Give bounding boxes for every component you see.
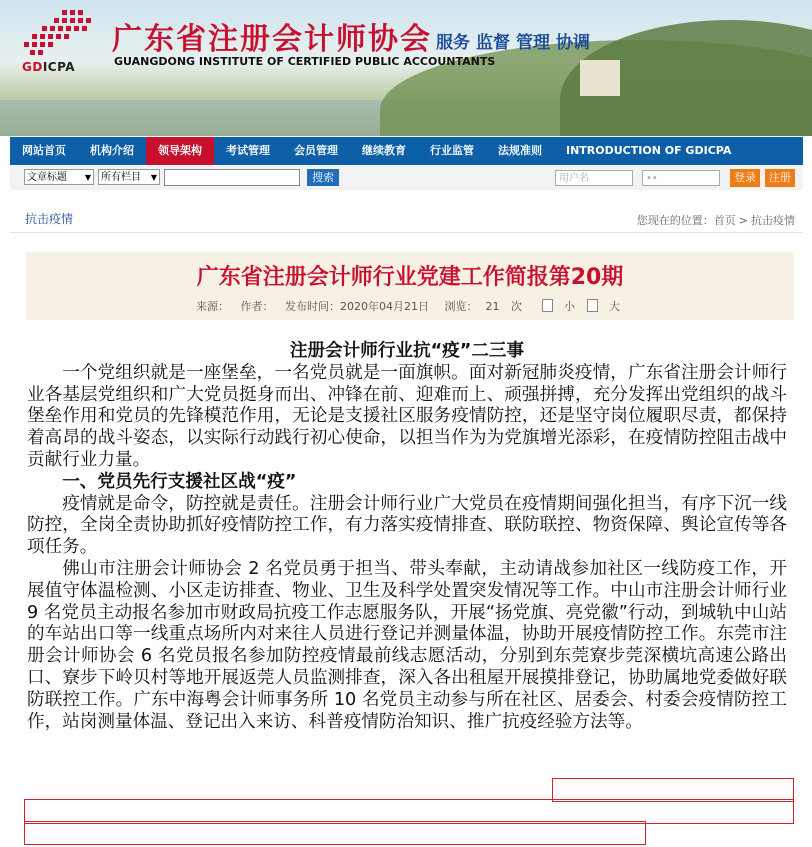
- article-paragraph: [27, 559, 787, 733]
- search-input[interactable]: [164, 169, 300, 186]
- username-input[interactable]: 用户名: [555, 170, 633, 186]
- breadcrumb-home-link[interactable]: 首页: [713, 214, 736, 227]
- breadcrumb-current-link[interactable]: 抗击疫情: [751, 214, 795, 227]
- site-title-english: GUANGDONG INSTITUTE OF CERTIFIED PUBLIC ACCOUNTANTS: [114, 55, 496, 68]
- category-select[interactable]: [98, 169, 160, 185]
- article-source: 来源：: [196, 300, 229, 313]
- article-subtitle: 注册会计师行业抗“疫”二三事: [289, 341, 525, 361]
- article-header: [26, 252, 794, 320]
- search-field-select[interactable]: [24, 169, 94, 185]
- nav-item-leadership[interactable]: 领导架构: [146, 137, 214, 165]
- nav-item-home[interactable]: 网站首页: [22, 144, 66, 157]
- highlight-box: [24, 821, 646, 845]
- search-button[interactable]: 搜索: [307, 169, 339, 186]
- slogan-word: 协调: [556, 33, 590, 53]
- slogan-word: 监督: [476, 33, 510, 53]
- gdicpa-logo-icon: [22, 8, 94, 58]
- article-author: 作者：: [240, 300, 274, 313]
- article-text: 佛山市注册会计师协会 2 名党员勇于担当、带头奉献，主动请战参加社区一线防疫工作，开展值守体温检测、小区走访排查、物业、卫生及科学处置突发情况等工作。中山市注册会计师行业9 名党员主动报名参加市财政局抗疫工作志愿服务队，开展“扬党旗、亮党徽”行动，到城轨中山站的车站出口等一线重点场所内对来往人员进行登记并测量体温，协助开展疫情防控工作。东莞市注册会计师协会 6 名党员报名参加防控疫情最前线志愿活动，分别到东莞寮步莞深横坑高速公路出口、寮步下岭贝村等地开展返莞人员监测排查，深入各出租屋开展摸排登记，协助属地党委做好联防联控工作。: [27, 558, 787, 710]
- slogan-word: 管理: [516, 33, 550, 53]
- password-input[interactable]: ••: [642, 170, 720, 186]
- slogan: [436, 28, 596, 53]
- font-small-link[interactable]: 小: [564, 300, 575, 313]
- breadcrumb-prefix: 您现在的位置：: [636, 214, 714, 227]
- search-toolbar: [10, 166, 803, 190]
- slogan-word: 服务: [436, 33, 470, 53]
- category-select-value: 所有栏目: [101, 172, 141, 183]
- font-large-icon[interactable]: [587, 299, 598, 312]
- breadcrumb-separator: >: [738, 214, 748, 227]
- breadcrumb: [637, 212, 795, 228]
- article-title: 广东省注册会计师行业党建工作简报第20期: [196, 265, 624, 290]
- article-section-heading: 一、党员先行支援社区战“疫”: [62, 471, 297, 492]
- article-publish-time: 发布时间：2020年04月21日: [285, 300, 429, 313]
- article-views: [441, 300, 527, 313]
- views-label: 浏览：: [444, 300, 478, 313]
- brand-logo-text: GDICPA: [22, 60, 76, 74]
- article-body: [27, 341, 787, 733]
- nav-item-members[interactable]: 会员管理: [294, 144, 338, 157]
- font-size-controls: [538, 300, 625, 313]
- search-field-select-value: 文章标题: [27, 172, 67, 183]
- chevron-down-icon: ▼: [84, 173, 91, 182]
- nav-item-education[interactable]: 继续教育: [362, 144, 406, 157]
- nav-item-introduction[interactable]: INTRODUCTION OF GDICPA: [566, 144, 732, 157]
- category-title[interactable]: 抗击疫情: [25, 212, 74, 226]
- site-title: 广东省注册会计师协会: [112, 22, 432, 57]
- article-meta: [26, 298, 794, 314]
- font-small-icon[interactable]: [542, 299, 553, 312]
- site-banner: [0, 0, 812, 136]
- nav-item-supervision[interactable]: 行业监管: [430, 144, 474, 157]
- nav-item-exam[interactable]: 考试管理: [226, 144, 270, 157]
- login-button[interactable]: 登录: [730, 169, 760, 187]
- register-button[interactable]: 注册: [765, 169, 795, 187]
- chevron-down-icon: ▼: [150, 173, 157, 182]
- views-count: 21: [485, 300, 500, 313]
- highlighted-text: 广东中海粤会计师事务所 10 名党员主动参与所在社区、居委会、村委会疫情防控工作，站岗测量体温、登记出入来访、科普疫情防治知识、推广抗疫经验方法等。: [27, 689, 787, 732]
- article-paragraph: 疫情就是命令，防控就是责任。注册会计师行业广大党员在疫情期间强化担当，有序下沉一线防控，全岗全责协助抓好疫情防控工作，有力落实疫情排查、联防联控、物资保障、舆论宣传等各项任务。: [27, 493, 787, 558]
- main-nav: [10, 137, 803, 165]
- views-unit: 次: [511, 300, 522, 313]
- breadcrumb-bar: [10, 206, 803, 233]
- article-paragraph: 一个党组织就是一座堡垒，一名党员就是一面旗帜。面对新冠肺炎疫情，广东省注册会计师行业各基层党组织和广大党员挺身而出、冲锋在前、迎难而上、顽强拼搏，充分发挥出党组织的战斗堡垒作用和党员的先锋模范作用，无论是支援社区服务疫情防控，还是坚守岗位履职尽责，都保持着高昂的战斗姿态，以实际行动践行初心使命，以担当作为为党旗增光添彩，在疫情防控阻击战中贡献行业力量。: [27, 362, 787, 470]
- nav-item-regulations[interactable]: 法规准则: [498, 144, 542, 157]
- nav-item-about[interactable]: 机构介绍: [90, 144, 134, 157]
- font-large-link[interactable]: 大: [609, 300, 620, 313]
- banner-building: [580, 60, 620, 96]
